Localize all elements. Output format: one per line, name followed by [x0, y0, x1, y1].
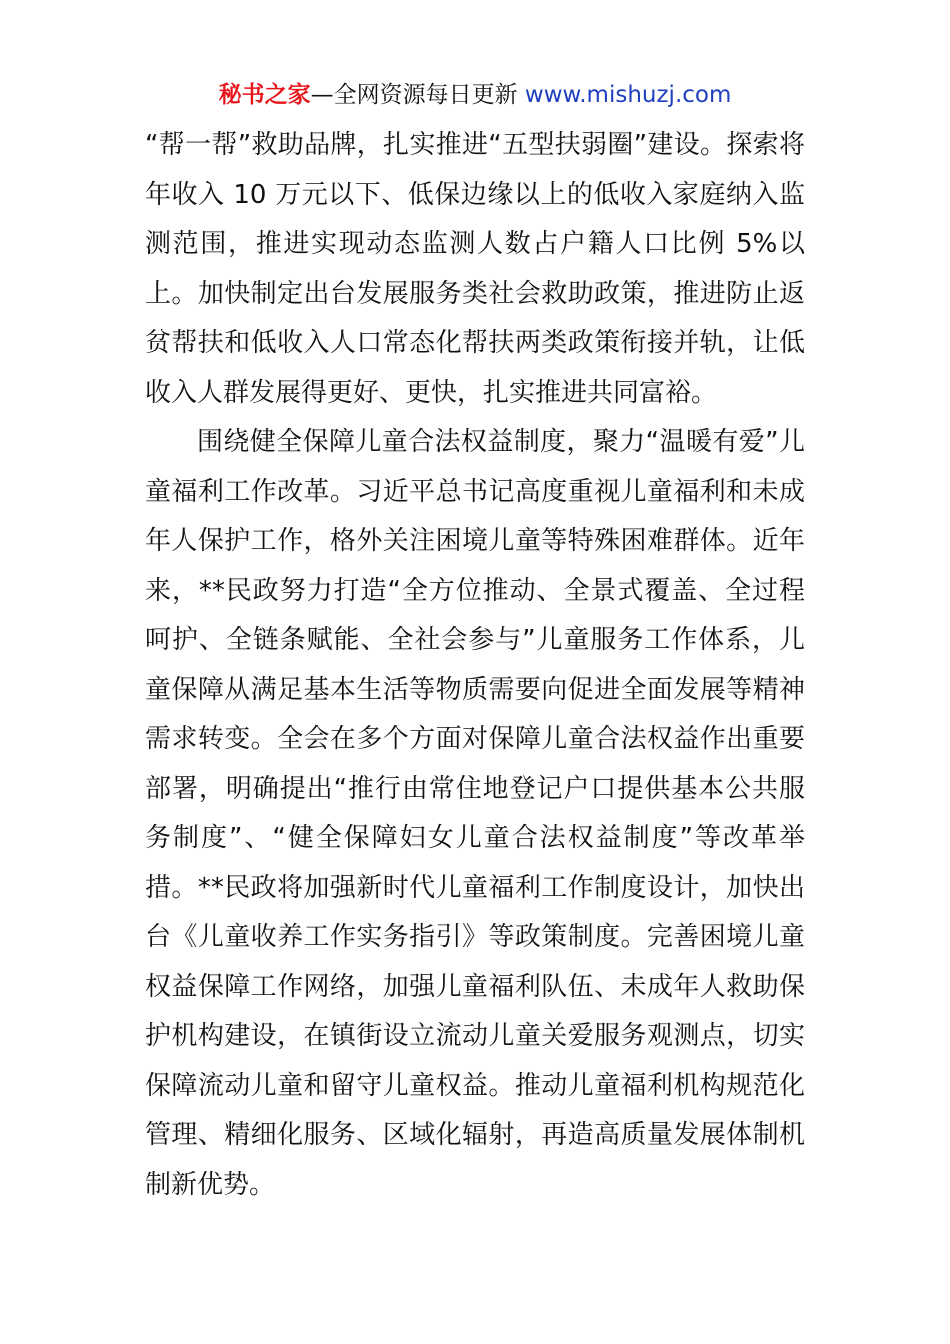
- site-url-link[interactable]: www.mishuzj.com: [524, 82, 732, 108]
- brand-name: 秘书之家: [218, 82, 311, 108]
- paragraph-child-welfare: 围绕健全保障儿童合法权益制度，聚力“温暖有爱”儿童福利工作改革。习近平总书记高度重视儿童福利和未成年人保护工作，格外关注困境儿童等特殊困难群体。近年来，**民政努力打造“全方位推动、全景式覆盖、全过程呵护、全链条赋能、全社会参与”儿童服务工作体系，儿童保障从满足基本生活等物质需要向促进全面发展等精神需求转变。全会在多个方面对保障儿童合法权益作出重要部署，明确提出“推行由常住地登记户口提供基本公共服务制度”、“健全保障妇女儿童合法权益制度”等改革举措。**民政将加强新时代儿童福利工作制度设计，加快出台《儿童收养工作实务指引》等政策制度。完善困境儿童权益保障工作网络，加强儿童福利队伍、未成年人救助保护机构建设，在镇街设立流动儿童关爱服务观测点，切实保障流动儿童和留守儿童权益。推动儿童福利机构规范化管理、精细化服务、区域化辐射，再造高质量发展体制机制新优势。: [145, 427, 805, 1200]
- page-header: [0, 78, 950, 112]
- paragraph-continued: “帮一帮”救助品牌，扎实推进“五型扶弱圈”建设。探索将年收入 10 万元以下、低保边缘以上的低收入家庭纳入监测范围，推进实现动态监测人数占户籍人口比例 5%以上。加快制定出台发展服务类社会救助政策，推进防止返贫帮扶和低收入人口常态化帮扶两类政策衔接并轨，让低收入人群发展得更好、更快，扎实推进共同富裕。: [145, 130, 805, 408]
- document-body: [145, 121, 805, 1210]
- header-tagline: —全网资源每日更新: [310, 82, 525, 108]
